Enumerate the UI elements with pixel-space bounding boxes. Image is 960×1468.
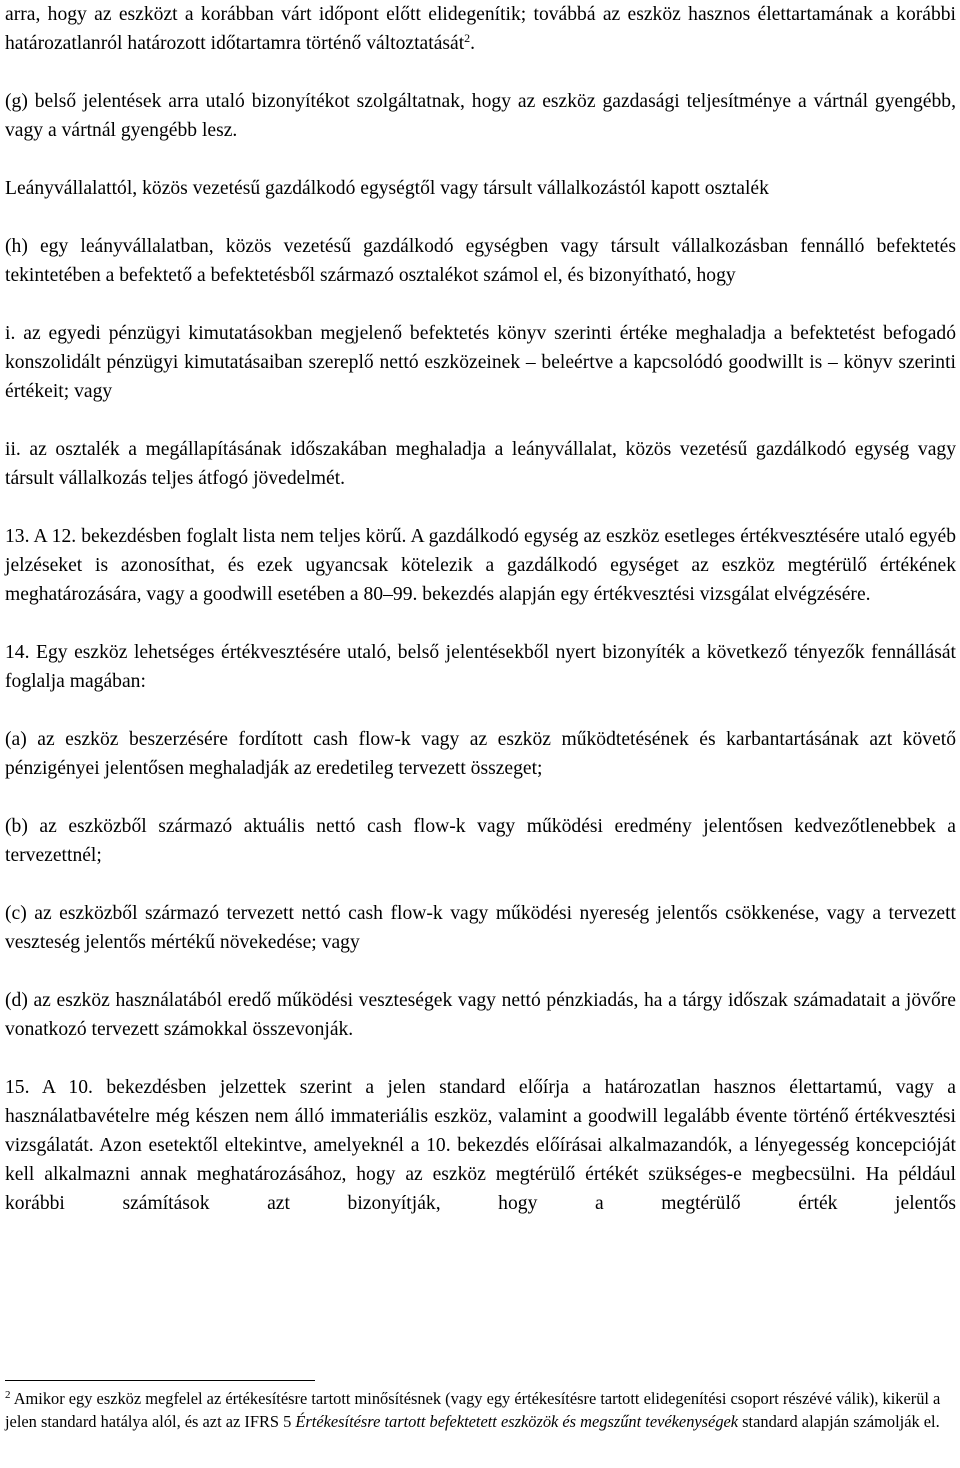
paragraph-d: (d) az eszköz használatából eredő működési veszteségek vagy nettó pénzkiadás, ha a tárgy időszak számadatait a jövőre vonatkozó tervezett számokkal összevonják. [5, 990, 956, 1040]
footnote-standard-title: Értékesítésre tartott befektetett eszközök és megszűnt tevékenységek [295, 1412, 739, 1431]
section-heading-dividend: Leányvállalattól, közös vezetésű gazdálkodó egységtől vagy társult vállalkozástól kapott osztalék [5, 178, 769, 199]
paragraph-text: arra, hogy az eszközt a korábban várt időpont előtt elidegenítik; továbbá az eszköz hasznos élettartamának a korábbi határozatlanról határozott időtartamra történő változtatását [5, 4, 956, 54]
footnote-separator [5, 1380, 315, 1381]
paragraph-14: 14. Egy eszköz lehetséges értékvesztésére utaló, belső jelentésekből nyert bizonyíték a következő tényezők fennállását foglalja magában: [5, 642, 956, 692]
footnote-text: standard alapján számolják el. [738, 1412, 940, 1431]
footnote-text: Amikor egy eszköz megfelel az értékesítésre tartott minősítésnek (vagy egy értékesítésre tartott elidegenítési csoport részévé válik), kikerül a jelen standard hatálya alól, és azt az IFRS 5 [5, 1389, 941, 1431]
footnote-number: 2 [5, 1389, 11, 1401]
paragraph-13: 13. A 12. bekezdésben foglalt lista nem teljes körű. A gazdálkodó egység az eszköz esetleges értékvesztésére utaló egyéb jelzéseket is azonosíthat, és ezek ugyancsak kötelezik a gazdálkodó egységet az eszköz megtérülő értékének meghatározására, vagy a goodwill esetében a 80–99. bekezdés alapján egy értékvesztési vizsgálat elvégzésére. [5, 526, 956, 605]
footnote-reference[interactable]: 2 [464, 31, 471, 45]
paragraph-15: 15. A 10. bekezdésben jelzettek szerint a jelen standard előírja a határozatlan hasznos élettartamú, vagy a használatbavételre még készen nem álló immateriális eszköz, valamint a goodwill legalább évente történő értékvesztési vizsgálatát. Azon esetektől eltekintve, amelyeknél a 10. bekezdés előírásai alkalmazandók, a lényegesség koncepcióját kell alkalmazni annak meghatározásához, hogy az eszköz megtérülő értékét szükséges-e megbecsülni. Ha például korábbi számítások azt bizonyítják, hogy a megtérülő érték jelentős [5, 1077, 956, 1214]
paragraph-g: (g) belső jelentések arra utaló bizonyítékot szolgáltatnak, hogy az eszköz gazdasági teljesítménye a vártnál gyengébb, vagy a vártnál gyengébb lesz. [5, 91, 956, 141]
paragraph-i: i. az egyedi pénzügyi kimutatásokban megjelenő befektetés könyv szerinti értéke meghaladja a befektetést befogadó konszolidált pénzügyi kimutatásaiban szereplő nettó eszközeinek – beleértve a kapcsolódó goodwillt is – könyv szerinti értékeit; vagy [5, 323, 956, 402]
paragraph-b: (b) az eszközből származó aktuális nettó cash flow-k vagy működési eredmény jelentősen kedvezőtlenebbek a tervezettnél; [5, 816, 956, 866]
footnote [5, 1387, 956, 1433]
paragraph-asset-disposal [5, 0, 956, 58]
document-page [5, 0, 956, 1218]
paragraph-text: . [470, 33, 476, 54]
paragraph-h: (h) egy leányvállalatban, közös vezetésű gazdálkodó egységben vagy társult vállalkozásban fennálló befektetés tekintetében a befektető a befektetésből származó osztalékot számol el, és bizonyítható, hogy [5, 236, 956, 286]
paragraph-ii: ii. az osztalék a megállapításának időszakában meghaladja a leányvállalat, közös vezetésű gazdálkodó egység vagy társult vállalkozás teljes átfogó jövedelmét. [5, 439, 956, 489]
paragraph-a: (a) az eszköz beszerzésére fordított cash flow-k vagy az eszköz működtetésének és karbantartásának azt követő pénzigényei jelentősen meghaladják az eredetileg tervezett összeget; [5, 729, 956, 779]
paragraph-c: (c) az eszközből származó tervezett nettó cash flow-k vagy működési nyereség jelentős csökkenése, vagy a tervezett veszteség jelentős mértékű növekedése; vagy [5, 903, 956, 953]
